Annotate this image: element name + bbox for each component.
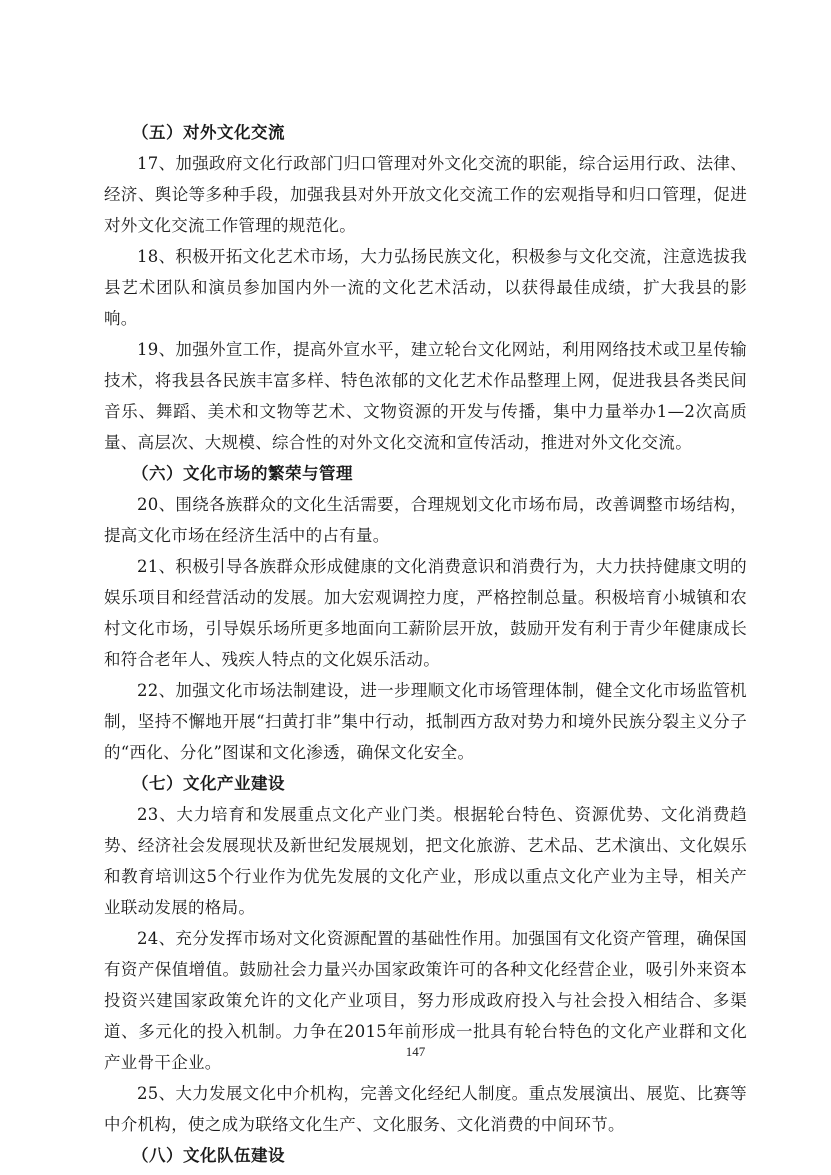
section-heading: （七）文化产业建设 — [132, 774, 285, 793]
paragraph: 25、大力发展文化中介机构，完善文化经纪人制度。重点发展演出、展览、比赛等中介机构，使之成为联络文化生产、文化服务、文化消费的中间环节。 — [104, 1084, 747, 1134]
paragraph: 19、加强外宣工作，提高外宣水平，建立轮台文化网站，利用网络技术或卫星传输技术，将我县各民族丰富多样、特色浓郁的文化艺术作品整理上网，促进我县各类民间音乐、舞蹈、美术和文物等艺术、文物资源的开发与传播，集中力量举办1—2次高质量、高层次、大规模、综合性的对外文化交流和宣传活动，推进对外文化交流。 — [104, 340, 747, 452]
section-heading: （八）文化队伍建设 — [132, 1146, 285, 1165]
section-heading: （五）对外文化交流 — [132, 123, 285, 142]
page-number: 147 — [405, 1044, 426, 1059]
paragraph: 23、大力培育和发展重点文化产业门类。根据轮台特色、资源优势、文化消费趋势、经济社会发展现状及新世纪发展规划，把文化旅游、艺术品、艺术演出、文化娱乐和教育培训这5个行业作为优先发展的文化产业，形成以重点文化产业为主导，相关产业联动发展的格局。 — [104, 805, 747, 917]
paragraph: 22、加强文化市场法制建设，进一步理顺文化市场管理体制，健全文化市场监管机制，坚持不懈地开展“扫黄打非”集中行动，抵制西方敌对势力和境外民族分裂主义分子的“西化、分化”图谋和文化渗透，确保文化安全。 — [104, 681, 747, 762]
paragraph: 18、积极开拓文化艺术市场，大力弘扬民族文化，积极参与文化交流，注意选拔我县艺术团队和演员参加国内外一流的文化艺术活动，以获得最佳成绩，扩大我县的影响。 — [104, 247, 747, 328]
paragraph: 21、积极引导各族群众形成健康的文化消费意识和消费行为，大力扶持健康文明的娱乐项目和经营活动的发展。加大宏观调控力度，严格控制总量。积极培育小城镇和农村文化市场，引导娱乐场所更多地面向工薪阶层开放，鼓励开发有利于青少年健康成长和符合老年人、残疾人特点的文化娱乐活动。 — [104, 557, 747, 669]
paragraph: 24、充分发挥市场对文化资源配置的基础性作用。加强国有文化资产管理，确保国有资产保值增值。鼓励社会力量兴办国家政策许可的各种文化经营企业，吸引外来资本投资兴建国家政策允许的文化产业项目，努力形成政府投入与社会投入相结合、多渠道、多元化的投入机制。力争在2015年前形成一批具有轮台特色的文化产业群和文化产业骨干企业。 — [104, 929, 747, 1072]
paragraph: 17、加强政府文化行政部门归口管理对外文化交流的职能，综合运用行政、法律、经济、舆论等多种手段，加强我县对外开放文化交流工作的宏观指导和归口管理，促进对外文化交流工作管理的规范化。 — [104, 154, 747, 235]
section-heading: （六）文化市场的繁荣与管理 — [132, 464, 353, 483]
paragraph: 20、围绕各族群众的文化生活需要，合理规划文化市场布局，改善调整市场结构，提高文化市场在经济生活中的占有量。 — [104, 495, 747, 545]
document-body — [104, 117, 747, 1171]
